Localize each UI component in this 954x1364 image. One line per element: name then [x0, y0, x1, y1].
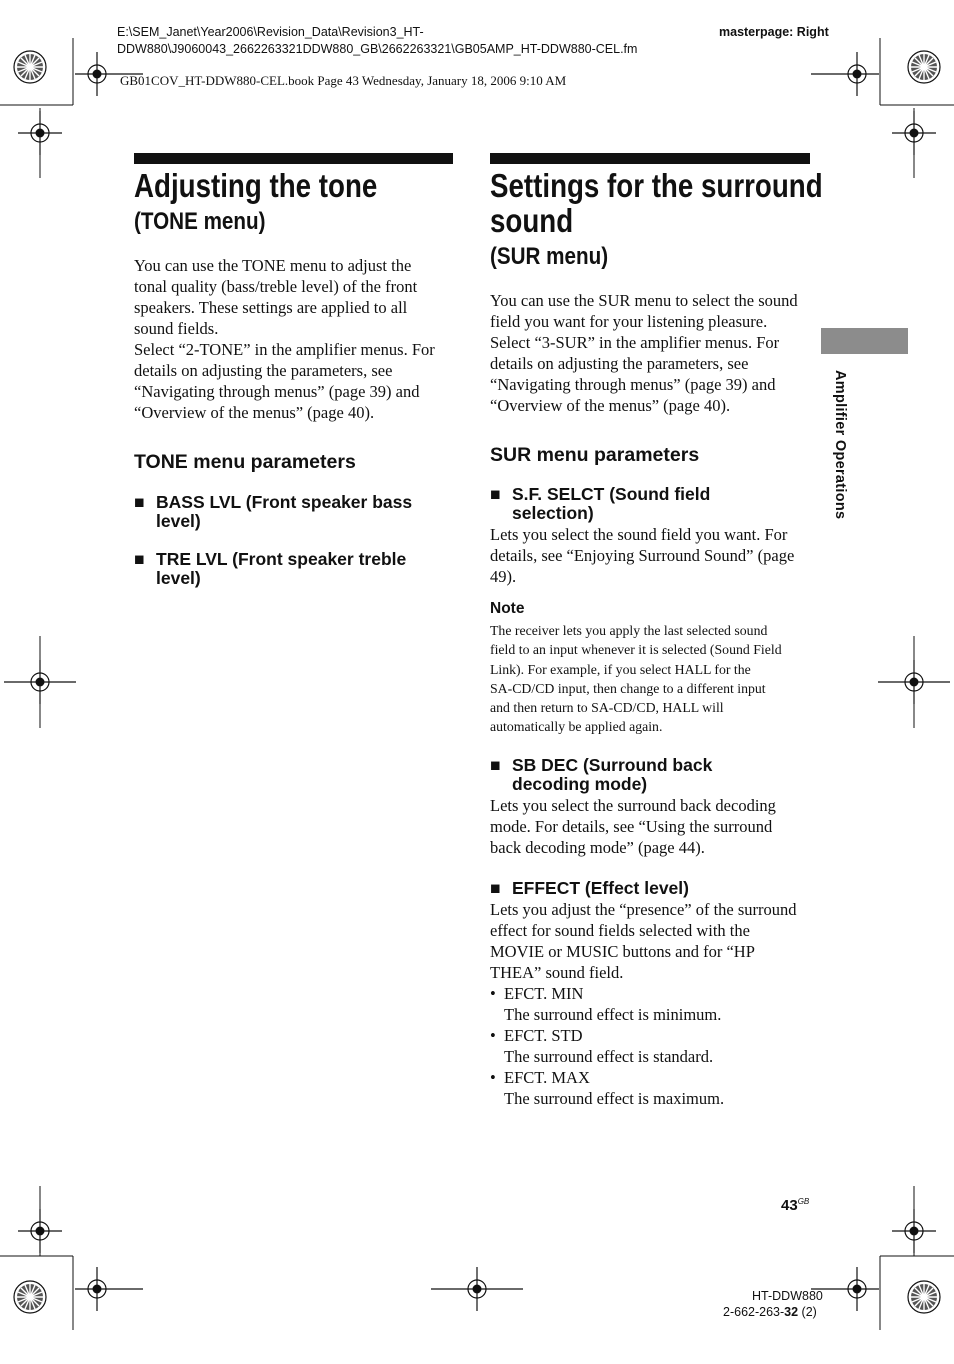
right-page-title-line-2: sound — [490, 202, 574, 239]
text-line: “Navigating through menus” (page 39) and — [490, 375, 776, 394]
sb-dec-heading — [490, 756, 820, 794]
left-page-title: Adjusting the tone — [134, 167, 378, 204]
text-line: You can use the SUR menu to select the sound — [490, 291, 798, 310]
left-page-subtitle: (TONE menu) — [134, 208, 266, 235]
heading-line: TRE LVL (Front speaker treble — [156, 549, 407, 569]
list-item — [490, 1025, 820, 1046]
tone-params-heading: TONE menu parameters — [134, 451, 356, 473]
text-line: Select “3-SUR” in the amplifier menus. For — [490, 333, 780, 352]
text-line: THEA” sound field. — [490, 963, 624, 982]
text-line: “Navigating through menus” (page 39) and — [134, 382, 420, 401]
square-bullet-icon: ■ — [490, 878, 501, 898]
effect-heading — [490, 879, 820, 898]
square-bullet-icon: ■ — [490, 484, 501, 504]
text-line: field to an input whenever it is selected (Sound Field — [490, 642, 782, 658]
effect-option-desc: The surround effect is standard. — [504, 1047, 714, 1066]
effect-body — [490, 899, 820, 1109]
footer-code-suffix: (2) — [798, 1305, 817, 1319]
text-line: Lets you select the sound field you want. For — [490, 525, 788, 544]
text-line: details on adjusting the parameters, see — [134, 361, 393, 380]
section-tab — [821, 328, 908, 354]
text-line: details, see “Enjoying Surround Sound” (page — [490, 546, 795, 565]
square-bullet-icon: ■ — [134, 492, 145, 512]
effect-option-name: EFCT. STD — [504, 1026, 583, 1045]
footer-code — [723, 1305, 817, 1320]
text-line: Lets you select the surround back decoding — [490, 796, 776, 815]
list-item — [490, 1067, 820, 1088]
right-page-subtitle: (SUR menu) — [490, 243, 609, 270]
effect-option-name: EFCT. MIN — [504, 984, 584, 1003]
note-body — [490, 621, 820, 737]
right-heading-rule — [490, 153, 810, 164]
file-path-line-1: E:\SEM_Janet\Year2006\Revision_Data\Revision3_HT- — [117, 25, 424, 39]
bass-lvl-heading — [134, 493, 464, 531]
text-line: and then return to SA-CD/CD, HALL will — [490, 700, 724, 716]
heading-line: level) — [156, 568, 201, 588]
page-number-value: 43 — [781, 1197, 798, 1214]
text-line: The receiver lets you apply the last selected sound — [490, 623, 768, 638]
text-line: SA-CD/CD input, then change to a different input — [490, 680, 766, 696]
heading-line: EFFECT (Effect level) — [512, 878, 689, 898]
footer-model: HT-DDW880 — [752, 1289, 823, 1303]
text-line: “Overview of the menus” (page 40). — [134, 403, 375, 422]
square-bullet-icon: ■ — [490, 755, 501, 775]
heading-line: selection) — [512, 503, 594, 523]
heading-line: BASS LVL (Front speaker bass — [156, 492, 413, 512]
page-number-suffix: GB — [797, 1197, 810, 1206]
effect-option-desc: The surround effect is maximum. — [504, 1089, 725, 1108]
heading-line: SB DEC (Surround back — [512, 755, 713, 775]
text-line: MOVIE or MUSIC buttons and for “HP — [490, 942, 755, 961]
right-intro — [490, 290, 820, 416]
book-line: GB01COV_HT-DDW880-CEL.book Page 43 Wednesday, January 18, 2006 9:10 AM — [120, 73, 567, 88]
effect-option-name: EFCT. MAX — [504, 1068, 590, 1087]
sur-params-heading: SUR menu parameters — [490, 444, 700, 466]
text-line: 49). — [490, 567, 517, 586]
text-line: Select “2-TONE” in the amplifier menus. For — [134, 340, 435, 359]
footer-code-prefix: 2-662-263- — [723, 1305, 785, 1319]
heading-line: level) — [156, 511, 201, 531]
effect-option-desc: The surround effect is minimum. — [504, 1005, 722, 1024]
side-section-label — [828, 370, 848, 550]
heading-line: decoding mode) — [512, 774, 648, 794]
text-line: back decoding mode” (page 44). — [490, 838, 705, 857]
text-line: mode. For details, see “Using the surround — [490, 817, 773, 836]
left-intro — [134, 255, 464, 423]
text-line: speakers. These settings are applied to all — [134, 298, 408, 317]
page-number — [781, 1197, 809, 1214]
text-line: tonal quality (bass/treble level) of the front — [134, 277, 418, 296]
text-line: automatically be applied again. — [490, 719, 663, 735]
sb-dec-body — [490, 795, 820, 858]
bullet-icon: • — [490, 1026, 496, 1045]
heading-line: S.F. SELCT (Sound field — [512, 484, 711, 504]
sf-selct-heading — [490, 485, 820, 523]
bullet-icon: • — [490, 984, 496, 1003]
tre-lvl-heading — [134, 550, 464, 588]
footer-code-bold: 32 — [784, 1305, 799, 1319]
text-line: field you want for your listening pleasure. — [490, 312, 768, 331]
text-line: You can use the TONE menu to adjust the — [134, 256, 412, 275]
list-item — [490, 983, 820, 1004]
text-line: Lets you adjust the “presence” of the surround — [490, 900, 797, 919]
text-line: effect for sound fields selected with the — [490, 921, 750, 940]
bullet-icon: • — [490, 1068, 496, 1087]
text-line: details on adjusting the parameters, see — [490, 354, 749, 373]
side-section-text: Amplifier Operations — [832, 370, 848, 520]
file-path-line-2: DDW880\J9060043_2662263321DDW880_GB\2662263321\GB05AMP_HT-DDW880-CEL.fm — [117, 42, 638, 56]
square-bullet-icon: ■ — [134, 549, 145, 569]
text-line: Link). For example, if you select HALL for the — [490, 661, 751, 677]
masterpage-label: masterpage: Right — [719, 25, 829, 39]
note-heading: Note — [490, 600, 525, 617]
left-heading-rule — [134, 153, 453, 164]
text-line: sound fields. — [134, 319, 219, 338]
sf-selct-body — [490, 524, 820, 587]
text-line: “Overview of the menus” (page 40). — [490, 396, 731, 415]
right-page-title-line-1: Settings for the surround — [490, 167, 823, 204]
